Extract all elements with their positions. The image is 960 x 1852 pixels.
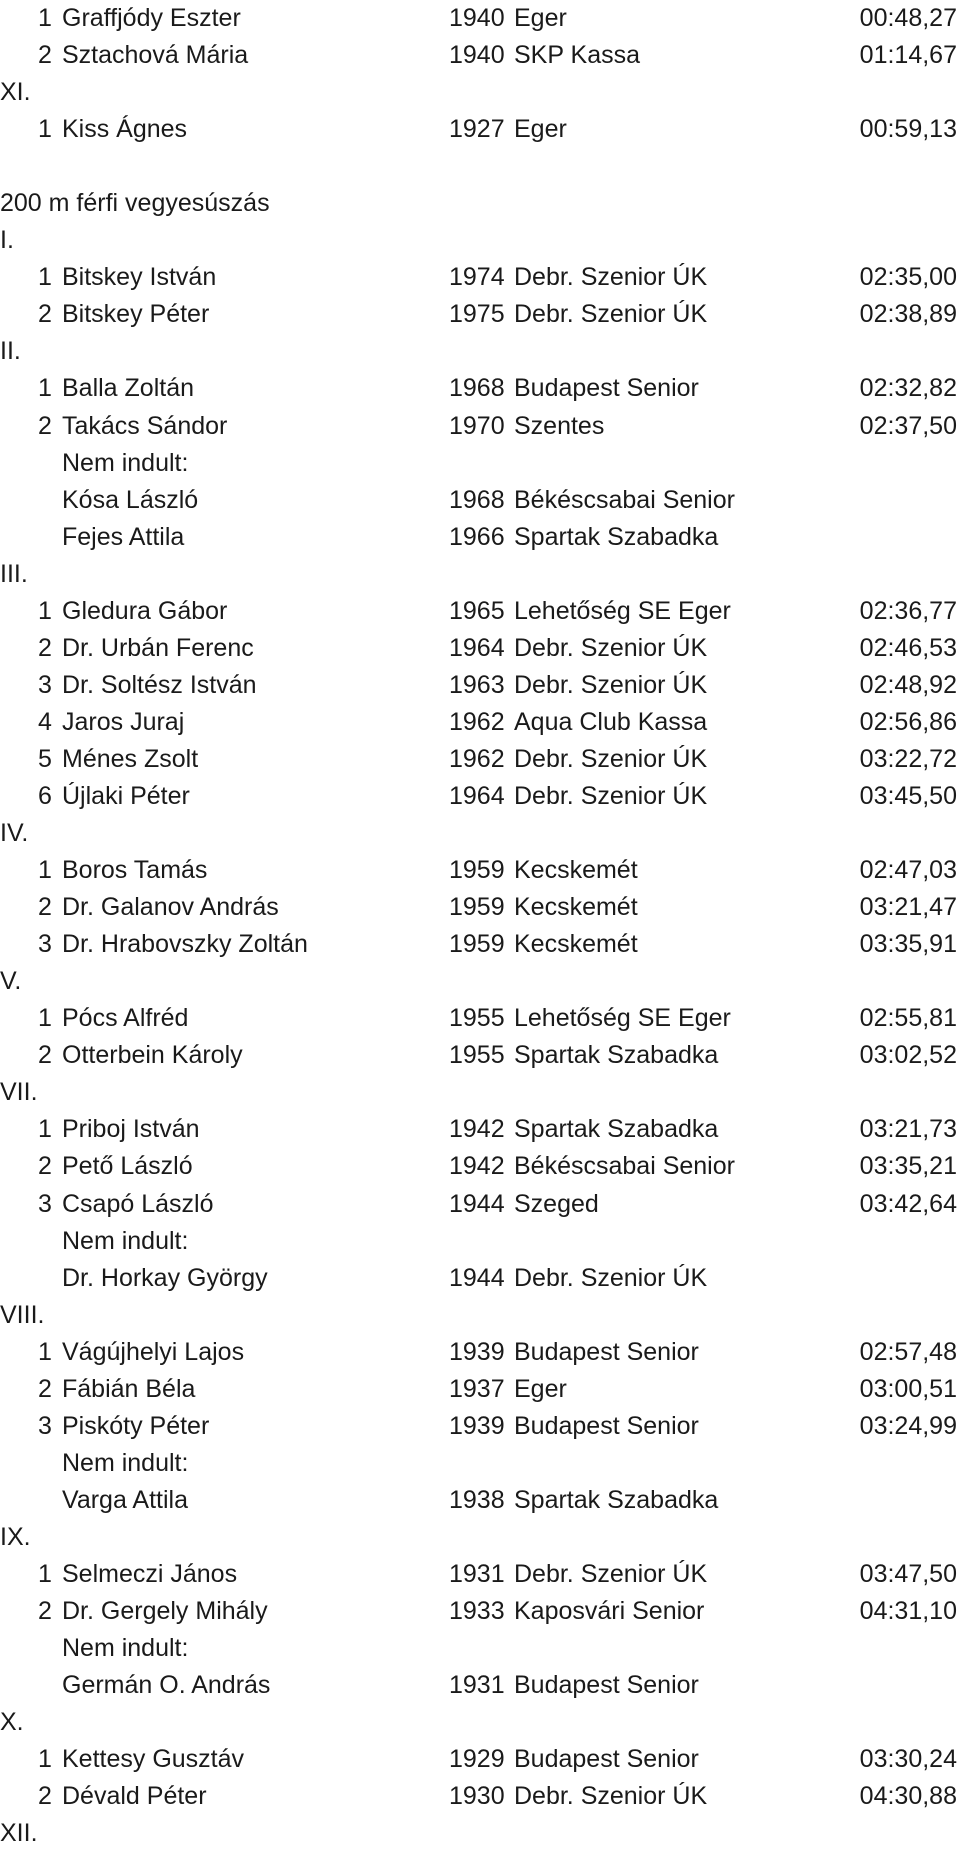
birth-year: 1963 [449, 670, 505, 699]
swimmer-name: Takács Sándor [62, 411, 228, 440]
result-time: 02:48,92 [859, 670, 957, 699]
place-number: 3 [38, 1189, 52, 1218]
place-number: 1 [38, 263, 52, 292]
club-name: Debr. Szenior ÚK [514, 1782, 708, 1811]
result-time: 02:36,77 [859, 596, 957, 625]
place-number: 1 [38, 1745, 52, 1774]
place-number: 3 [38, 1411, 52, 1440]
place-number: 2 [38, 1041, 52, 1070]
place-number: 2 [38, 1374, 52, 1403]
club-name: Aqua Club Kassa [514, 707, 708, 736]
place-number: 2 [38, 1152, 52, 1181]
result-row [0, 1186, 960, 1223]
birth-year: 1939 [449, 1337, 505, 1366]
place-number: 1 [38, 1004, 52, 1033]
result-row [0, 111, 960, 148]
club-name: Budapest Senior [514, 1337, 699, 1366]
club-name: Debr. Szenior ÚK [514, 781, 708, 810]
club-name: Spartak Szabadka [514, 1115, 719, 1144]
swimmer-name: Priboj István [62, 1115, 200, 1144]
result-row [0, 1111, 960, 1148]
age-category-label: VIII. [0, 1300, 45, 1329]
swimmer-name: Dr. Soltész István [62, 670, 257, 699]
result-row [0, 1667, 960, 1704]
result-row [0, 593, 960, 630]
club-name: Spartak Szabadka [514, 1485, 719, 1514]
swimmer-name: Bitskey Péter [62, 300, 210, 329]
result-row [0, 37, 960, 74]
club-name: Budapest Senior [514, 1745, 699, 1774]
place-number: 1 [38, 1559, 52, 1588]
result-time: 02:56,86 [859, 707, 957, 736]
result-row [0, 704, 960, 741]
club-name: Debr. Szenior ÚK [514, 1559, 708, 1588]
birth-year: 1929 [449, 1745, 505, 1774]
birth-year: 1968 [449, 374, 505, 403]
place-number: 2 [38, 1782, 52, 1811]
birth-year: 1931 [449, 1559, 505, 1588]
result-time: 03:47,50 [859, 1559, 957, 1588]
age-category-heading [0, 1815, 960, 1852]
age-category-heading [0, 1704, 960, 1741]
club-name: Debr. Szenior ÚK [514, 300, 708, 329]
age-category-heading [0, 1297, 960, 1334]
swimmer-name: Vágújhelyi Lajos [62, 1337, 245, 1366]
spacer [0, 148, 960, 185]
birth-year: 1962 [449, 744, 505, 773]
result-time: 03:35,91 [859, 930, 957, 959]
birth-year: 1937 [449, 1374, 505, 1403]
age-category-heading [0, 556, 960, 593]
result-row [0, 1037, 960, 1074]
place-number: 4 [38, 707, 52, 736]
club-name: Budapest Senior [514, 1411, 699, 1440]
result-row [0, 408, 960, 445]
age-category-heading [0, 333, 960, 370]
age-category-label: X. [0, 1708, 24, 1737]
result-time: 03:02,52 [859, 1041, 957, 1070]
birth-year: 1940 [449, 4, 505, 32]
place-number: 3 [38, 930, 52, 959]
club-name: Debr. Szenior ÚK [514, 744, 708, 773]
result-row [0, 1556, 960, 1593]
birth-year: 1931 [449, 1671, 505, 1700]
birth-year: 1959 [449, 930, 505, 959]
result-row [0, 1778, 960, 1815]
result-row [0, 370, 960, 407]
result-row [0, 1741, 960, 1778]
club-name: Debr. Szenior ÚK [514, 633, 708, 662]
swimmer-name: Bitskey István [62, 263, 217, 292]
club-name: Spartak Szabadka [514, 1041, 719, 1070]
place-number: 2 [38, 411, 52, 440]
birth-year: 1955 [449, 1004, 505, 1033]
club-name: SKP Kassa [514, 41, 641, 70]
swimmer-name: Graffjódy Eszter [62, 4, 241, 32]
birth-year: 1975 [449, 300, 505, 329]
result-row [0, 667, 960, 704]
place-number: 3 [38, 670, 52, 699]
birth-year: 1964 [449, 781, 505, 810]
swimmer-name: Otterbein Károly [62, 1041, 243, 1070]
birth-year: 1964 [449, 633, 505, 662]
club-name: Szeged [514, 1189, 599, 1218]
swimmer-name: Pető László [62, 1152, 193, 1181]
birth-year: 1942 [449, 1152, 505, 1181]
age-category-heading [0, 74, 960, 111]
birth-year: 1965 [449, 596, 505, 625]
place-number: 1 [38, 596, 52, 625]
place-number: 1 [38, 374, 52, 403]
result-time: 03:30,24 [859, 1745, 957, 1774]
swimmer-name: Sztachová Mária [62, 41, 249, 70]
birth-year: 1938 [449, 1485, 505, 1514]
club-name: Budapest Senior [514, 374, 699, 403]
result-time: 02:35,00 [859, 263, 957, 292]
result-row [0, 1148, 960, 1185]
result-time: 03:45,50 [859, 781, 957, 810]
did-not-start-label: Nem indult: [62, 448, 189, 477]
result-row [0, 482, 960, 519]
club-name: Lehetőség SE Eger [514, 596, 731, 625]
place-number: 1 [38, 1337, 52, 1366]
result-row [0, 0, 960, 37]
place-number: 1 [38, 856, 52, 885]
result-time: 02:46,53 [859, 633, 957, 662]
result-row [0, 1593, 960, 1630]
result-time: 02:47,03 [859, 856, 957, 885]
birth-year: 1968 [449, 485, 505, 514]
club-name: Debr. Szenior ÚK [514, 1263, 708, 1292]
club-name: Budapest Senior [514, 1671, 699, 1700]
swimmer-name: Dévald Péter [62, 1782, 207, 1811]
result-row [0, 296, 960, 333]
birth-year: 1959 [449, 856, 505, 885]
club-name: Kaposvári Senior [514, 1597, 705, 1626]
place-number: 2 [38, 893, 52, 922]
did-not-start-label: Nem indult: [62, 1634, 189, 1663]
club-name: Békéscsabai Senior [514, 485, 735, 514]
club-name: Eger [514, 115, 567, 144]
birth-year: 1940 [449, 41, 505, 70]
birth-year: 1939 [449, 1411, 505, 1440]
club-name: Kecskemét [514, 856, 638, 885]
did-not-start-label: Nem indult: [62, 1226, 189, 1255]
swimmer-name: Újlaki Péter [62, 781, 190, 810]
club-name: Békéscsabai Senior [514, 1152, 735, 1181]
age-category-label: II. [0, 337, 21, 366]
club-name: Lehetőség SE Eger [514, 1004, 731, 1033]
result-time: 03:21,73 [859, 1115, 957, 1144]
swimmer-name: Kósa László [62, 485, 199, 514]
age-category-heading [0, 963, 960, 1000]
place-number: 2 [38, 300, 52, 329]
club-name: Debr. Szenior ÚK [514, 263, 708, 292]
swimmer-name: Gledura Gábor [62, 596, 228, 625]
club-name: Spartak Szabadka [514, 522, 719, 551]
result-time: 02:37,50 [859, 411, 957, 440]
did-not-start-note [0, 1223, 960, 1260]
place-number: 5 [38, 744, 52, 773]
result-time: 00:59,13 [859, 115, 957, 144]
swimmer-name: Kiss Ágnes [62, 115, 188, 144]
result-time: 02:55,81 [859, 1004, 957, 1033]
age-category-label: VII. [0, 1078, 38, 1107]
place-number: 2 [38, 41, 52, 70]
swimmer-name: Csapó László [62, 1189, 214, 1218]
result-time: 02:38,89 [859, 300, 957, 329]
result-time: 03:42,64 [859, 1189, 957, 1218]
age-category-label: I. [0, 226, 14, 255]
birth-year: 1955 [449, 1041, 505, 1070]
age-category-label: IX. [0, 1522, 31, 1551]
birth-year: 1944 [449, 1263, 505, 1292]
did-not-start-note [0, 1445, 960, 1482]
age-category-label: IV. [0, 819, 29, 848]
swimmer-name: Dr. Horkay György [62, 1263, 268, 1292]
swimmer-name: Fejes Attila [62, 522, 185, 551]
age-category-label: III. [0, 559, 28, 588]
swimmer-name: Balla Zoltán [62, 374, 195, 403]
result-row [0, 926, 960, 963]
result-time: 02:57,48 [859, 1337, 957, 1366]
place-number: 1 [38, 1115, 52, 1144]
swimmer-name: Fábián Béla [62, 1374, 196, 1403]
result-row [0, 1334, 960, 1371]
birth-year: 1944 [449, 1189, 505, 1218]
birth-year: 1959 [449, 893, 505, 922]
result-time: 04:30,88 [859, 1782, 957, 1811]
birth-year: 1974 [449, 263, 505, 292]
place-number: 6 [38, 781, 52, 810]
event-title: 200 m férfi vegyesúszás [0, 189, 270, 218]
result-time: 03:21,47 [859, 893, 957, 922]
swimmer-name: Dr. Hrabovszky Zoltán [62, 930, 308, 959]
swimmer-name: Selmeczi János [62, 1559, 238, 1588]
club-name: Debr. Szenior ÚK [514, 670, 708, 699]
swimmer-name: Dr. Gergely Mihály [62, 1597, 268, 1626]
swimmer-name: Dr. Galanov András [62, 893, 279, 922]
age-category-label: XI. [0, 78, 31, 107]
birth-year: 1970 [449, 411, 505, 440]
result-time: 04:31,10 [859, 1597, 957, 1626]
club-name: Eger [514, 4, 567, 32]
swimmer-name: Kettesy Gusztáv [62, 1745, 245, 1774]
swimmer-name: Germán O. András [62, 1671, 271, 1700]
birth-year: 1962 [449, 707, 505, 736]
swimmer-name: Piskóty Péter [62, 1411, 210, 1440]
age-category-heading [0, 1074, 960, 1111]
result-row [0, 1371, 960, 1408]
result-row [0, 741, 960, 778]
club-name: Kecskemét [514, 930, 638, 959]
result-time: 03:24,99 [859, 1411, 957, 1440]
result-row [0, 852, 960, 889]
result-time: 03:00,51 [859, 1374, 957, 1403]
swimmer-name: Boros Tamás [62, 856, 208, 885]
result-row [0, 1408, 960, 1445]
result-row [0, 259, 960, 296]
result-row [0, 1260, 960, 1297]
age-category-heading [0, 222, 960, 259]
result-time: 00:48,27 [859, 4, 957, 32]
birth-year: 1966 [449, 522, 505, 551]
did-not-start-note [0, 1630, 960, 1667]
result-time: 01:14,67 [859, 41, 957, 70]
result-time: 02:32,82 [859, 374, 957, 403]
place-number: 2 [38, 1597, 52, 1626]
swimmer-name: Dr. Urbán Ferenc [62, 633, 254, 662]
swimmer-name: Pócs Alfréd [62, 1004, 189, 1033]
did-not-start-label: Nem indult: [62, 1448, 189, 1477]
result-row [0, 889, 960, 926]
place-number: 1 [38, 4, 52, 32]
club-name: Szentes [514, 411, 605, 440]
age-category-heading [0, 1519, 960, 1556]
result-row [0, 519, 960, 556]
age-category-label: V. [0, 967, 22, 996]
birth-year: 1930 [449, 1782, 505, 1811]
club-name: Kecskemét [514, 893, 638, 922]
birth-year: 1933 [449, 1597, 505, 1626]
club-name: Eger [514, 1374, 567, 1403]
result-row [0, 630, 960, 667]
result-row [0, 778, 960, 815]
place-number: 1 [38, 115, 52, 144]
age-category-heading [0, 815, 960, 852]
swimmer-name: Jaros Juraj [62, 707, 185, 736]
result-time: 03:22,72 [859, 744, 957, 773]
result-row [0, 1000, 960, 1037]
place-number: 2 [38, 633, 52, 662]
result-time: 03:35,21 [859, 1152, 957, 1181]
birth-year: 1942 [449, 1115, 505, 1144]
swimmer-name: Ménes Zsolt [62, 744, 199, 773]
result-row [0, 1482, 960, 1519]
age-category-label: XII. [0, 1819, 38, 1848]
event-heading [0, 185, 960, 222]
did-not-start-note [0, 445, 960, 482]
birth-year: 1927 [449, 115, 505, 144]
swimmer-name: Varga Attila [62, 1485, 189, 1514]
